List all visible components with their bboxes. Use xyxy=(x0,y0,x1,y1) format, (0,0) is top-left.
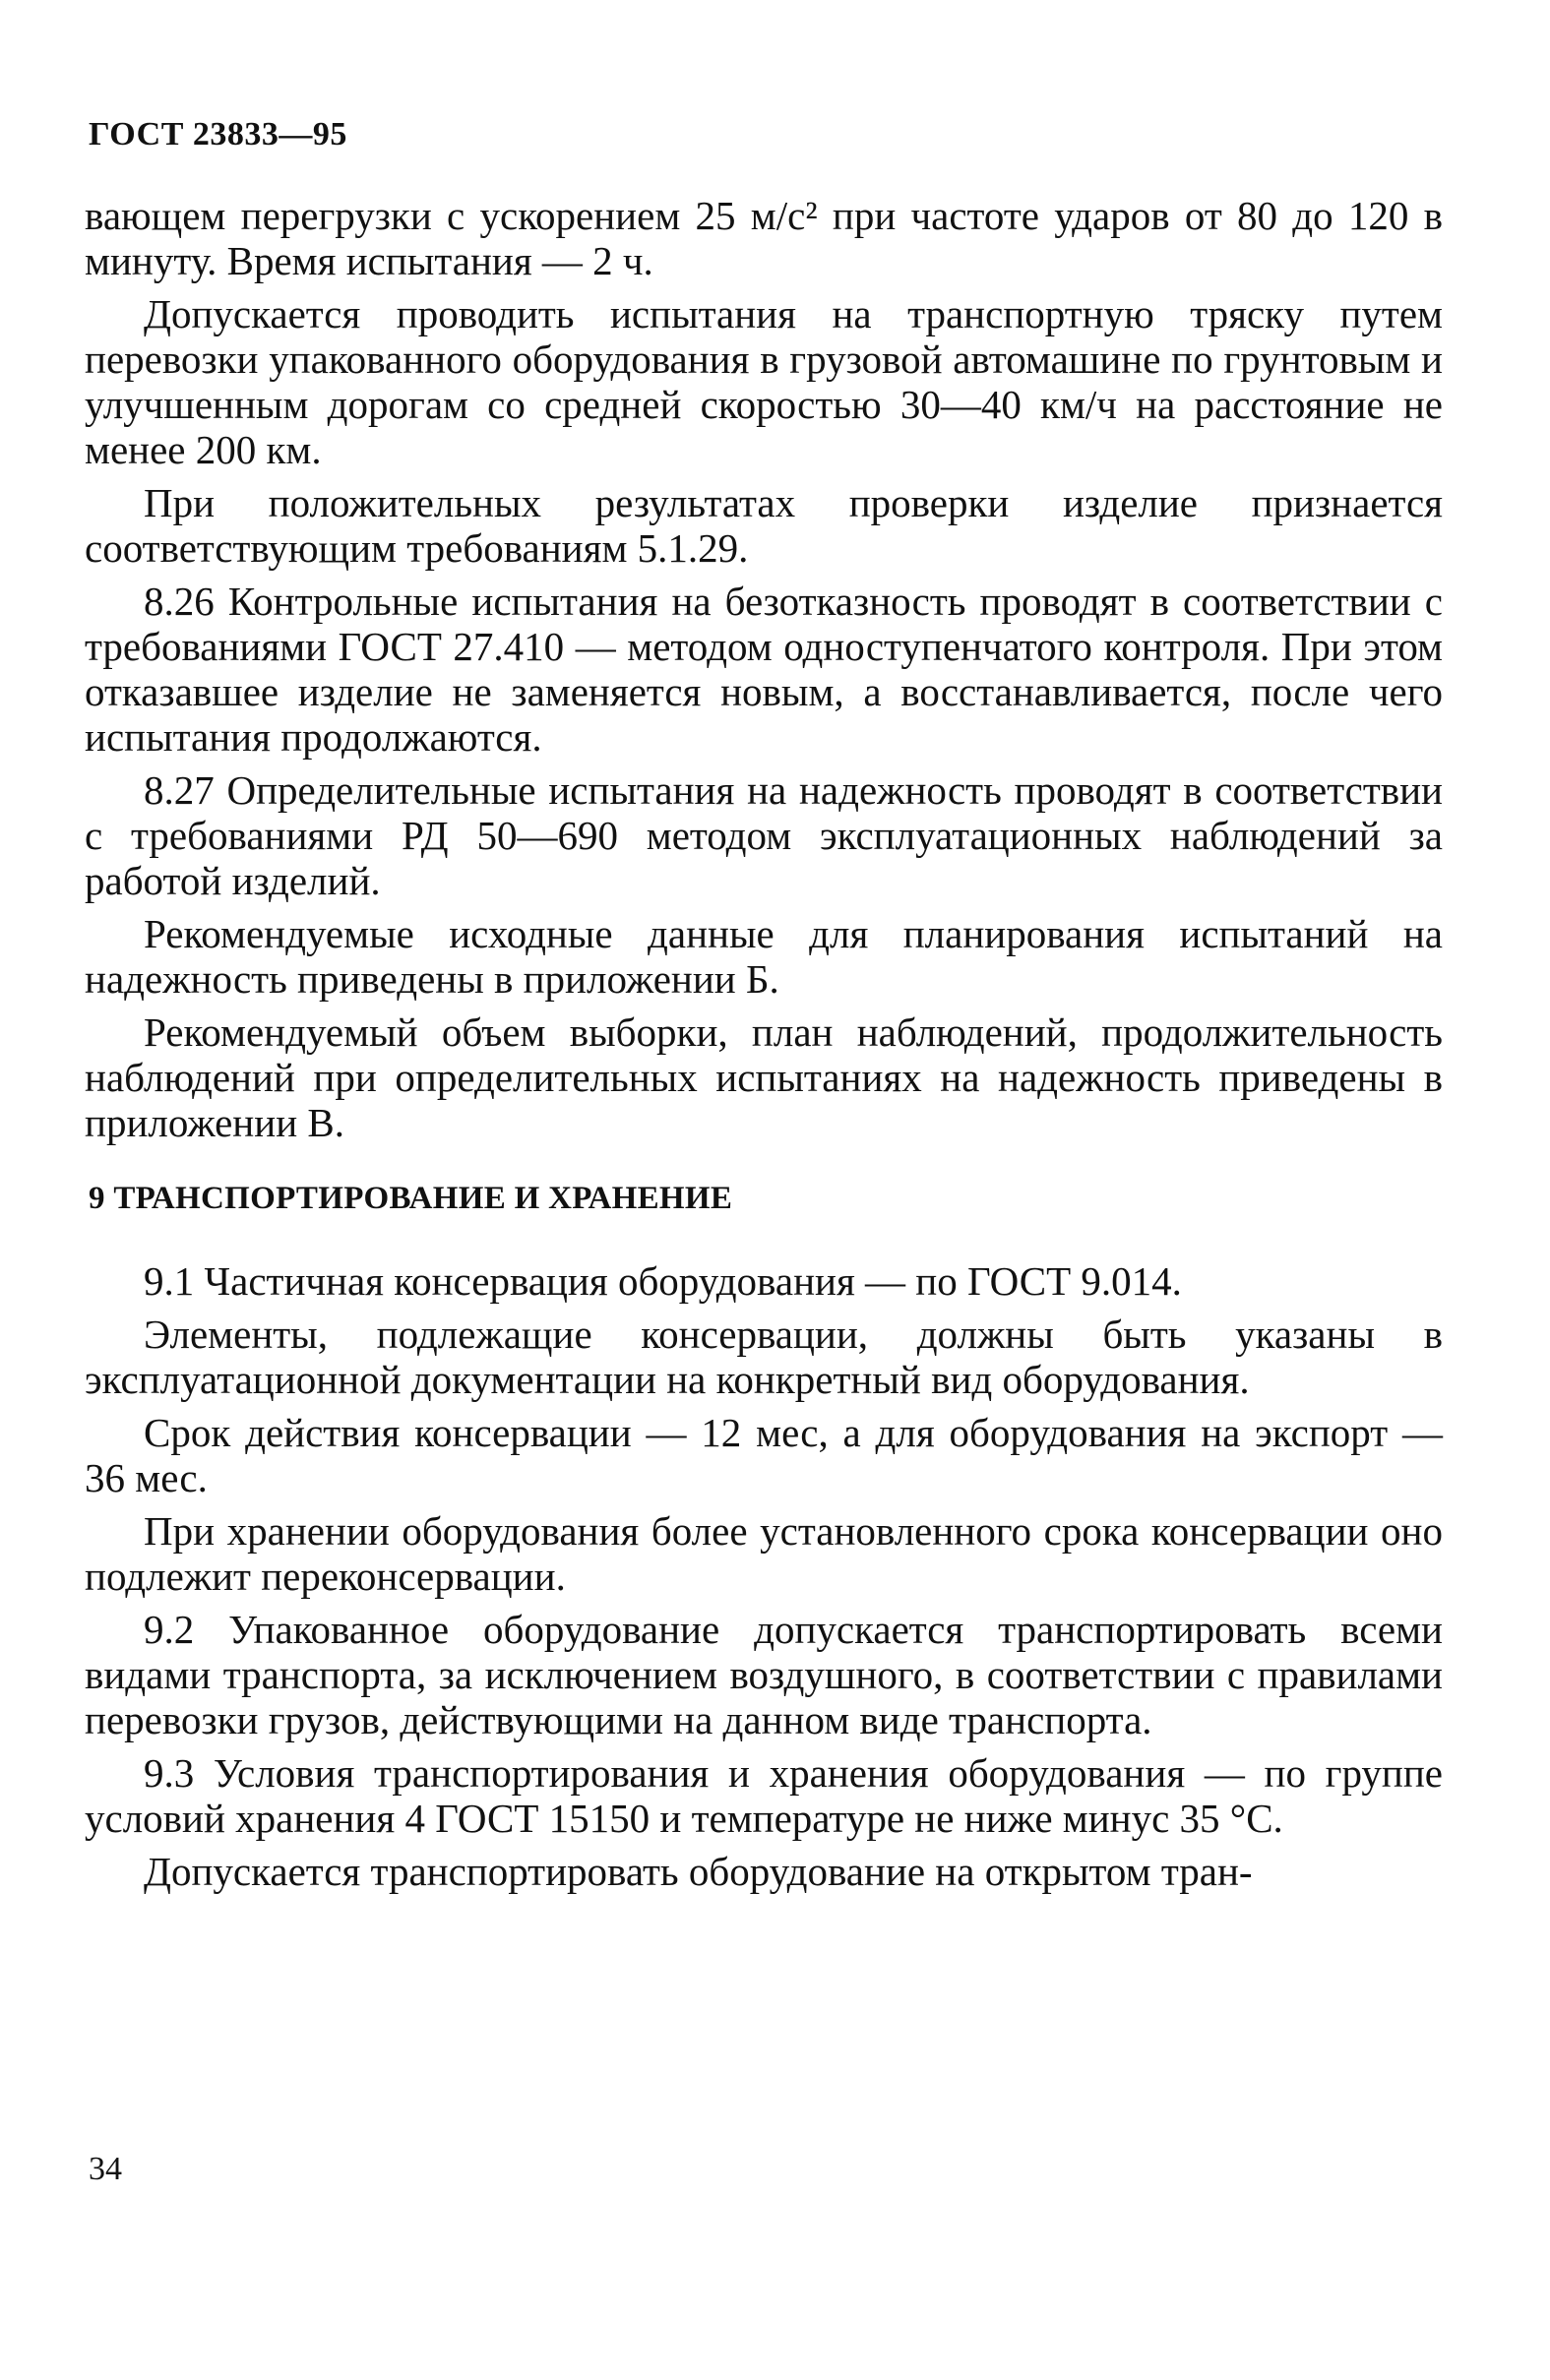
section-title: 9 ТРАНСПОРТИРОВАНИЕ И ХРАНЕНИЕ xyxy=(89,1181,733,1216)
paragraph-9-2: 9.2 Упакованное оборудование допускается транспортировать всеми видами транспорта, за исключением воздушного, в соответствии с правилами перевозки грузов, действующими на данном виде транспорта. xyxy=(85,1607,1443,1742)
paragraph: Срок действия консервации — 12 мес, а для оборудования на экспорт — 36 мес. xyxy=(85,1410,1443,1500)
paragraph: Элементы, подлежащие консервации, должны быть указаны в эксплуатационной документации на конкретный вид оборудования. xyxy=(85,1312,1443,1402)
paragraph-9-1: 9.1 Частичная консервация оборудования — по ГОСТ 9.014. xyxy=(144,1258,1182,1304)
document-header: ГОСТ 23833—95 xyxy=(89,116,347,153)
document-body xyxy=(85,193,1443,1902)
paragraph: Допускается транспортировать оборудование на открытом тран- xyxy=(144,1849,1253,1894)
paragraph: Допускается проводить испытания на транспортную тряску путем перевозки упакованного оборудования в грузовой автомашине по грунтовым и улучшенным дорогам со средней скоростью 30—40 км/ч на расстояние не менее 200 км. xyxy=(85,291,1443,472)
paragraph: Рекомендуемый объем выборки, план наблюдений, продолжительность наблюдений при определительных испытаниях на надежность приведены в приложении В. xyxy=(85,1009,1443,1145)
paragraph-9-3: 9.3 Условия транспортирования и хранения оборудования — по группе условий хранения 4 ГОСТ 15150 и температуре не ниже минус 35 °С. xyxy=(85,1750,1443,1841)
paragraph-continuation: вающем перегрузки с ускорением 25 м/с² при частоте ударов от 80 до 120 в минуту. Время испытания — 2 ч. xyxy=(85,193,1443,283)
paragraph-8-26: 8.26 Контрольные испытания на безотказность проводят в соответствии с требованиями ГОСТ 27.410 — методом одноступенчатого контроля. При этом отказавшее изделие не заменяется новым, а восстанавливается, после чего испытания продолжаются. xyxy=(85,579,1443,760)
page-number: 34 xyxy=(89,2151,122,2187)
paragraph-8-27: 8.27 Определительные испытания на надежность проводят в соответствии с требованиями РД 50—690 методом эксплуатационных наблюдений за работой изделий. xyxy=(85,767,1443,903)
paragraph: Рекомендуемые исходные данные для планирования испытаний на надежность приведены в приложении Б. xyxy=(85,911,1443,1002)
paragraph: При положительных результатах проверки изделие признается соответствующим требованиям 5.1.29. xyxy=(85,480,1443,571)
paragraph: При хранении оборудования более установленного срока консервации оно подлежит переконсервации. xyxy=(85,1508,1443,1599)
